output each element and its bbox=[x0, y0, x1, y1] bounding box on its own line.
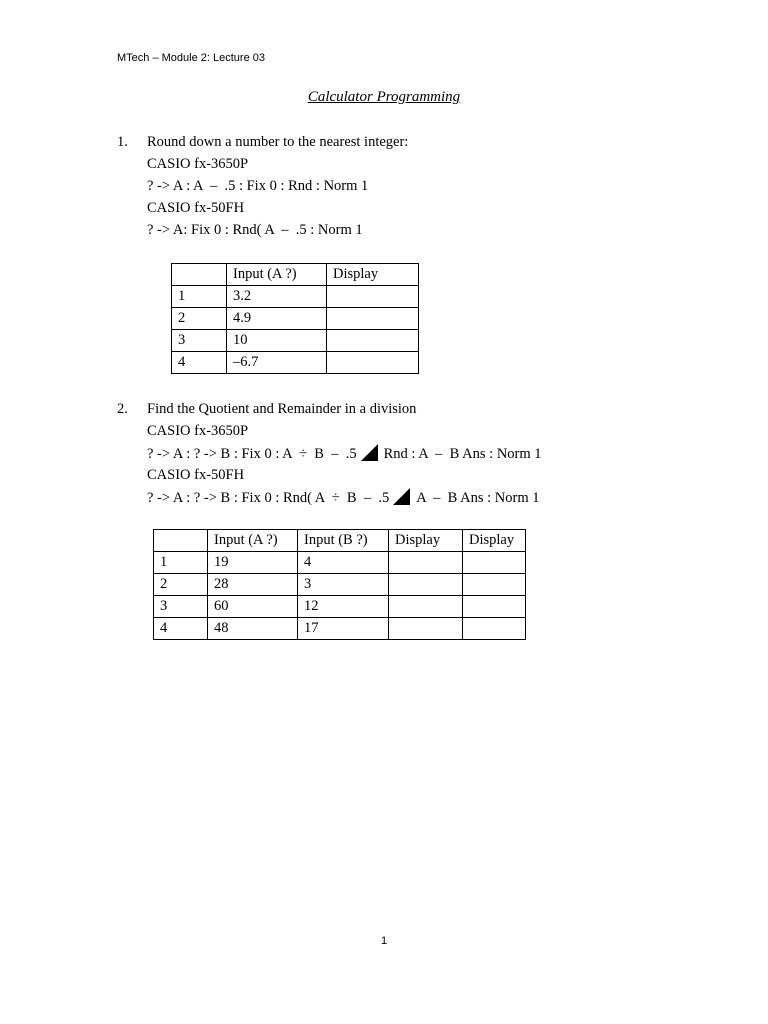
table-cell: 3 bbox=[172, 330, 227, 352]
table-row bbox=[172, 330, 419, 352]
table-header-cell: Input (A ?) bbox=[227, 264, 327, 286]
table-cell bbox=[327, 330, 419, 352]
table-header-cell: Input (A ?) bbox=[208, 530, 298, 552]
table-row bbox=[154, 552, 526, 574]
table-cell: 17 bbox=[298, 618, 389, 640]
code-segment: A – B Ans : Norm 1 bbox=[416, 490, 540, 506]
page-number: 1 bbox=[380, 935, 388, 947]
table-header-row bbox=[154, 530, 526, 552]
table-cell bbox=[389, 552, 463, 574]
section-2-model-2: CASIO fx-50FH bbox=[147, 467, 245, 483]
page-title: Calculator Programming bbox=[307, 89, 461, 105]
triangle-display-icon bbox=[361, 444, 378, 461]
code-segment: Rnd : A – B Ans : Norm 1 bbox=[383, 446, 542, 462]
table-row bbox=[154, 596, 526, 618]
table-row bbox=[172, 352, 419, 374]
table-row bbox=[154, 618, 526, 640]
table-header-cell: Display bbox=[327, 264, 419, 286]
table-cell: 28 bbox=[208, 574, 298, 596]
table-cell bbox=[389, 596, 463, 618]
running-header: MTech – Module 2: Lecture 03 bbox=[117, 52, 265, 64]
section-1-model-2: CASIO fx-50FH bbox=[147, 200, 245, 216]
table-row bbox=[172, 286, 419, 308]
table-header-row bbox=[172, 264, 419, 286]
table-cell: 1 bbox=[172, 286, 227, 308]
table-cell: 1 bbox=[154, 552, 208, 574]
code-segment: ? -> A : ? -> B : Fix 0 : A ÷ B – .5 bbox=[147, 446, 357, 462]
section-1-heading: Round down a number to the nearest integer: bbox=[147, 134, 409, 150]
code-segment: ? -> A : ? -> B : Fix 0 : Rnd( A ÷ B – .5 bbox=[147, 490, 390, 506]
table-header-cell: Display bbox=[463, 530, 526, 552]
section-1-model-1: CASIO fx-3650P bbox=[147, 156, 249, 172]
table-cell bbox=[327, 286, 419, 308]
table-cell bbox=[463, 596, 526, 618]
section-2-model-1: CASIO fx-3650P bbox=[147, 423, 249, 439]
table-cell bbox=[463, 552, 526, 574]
section-2-code-2 bbox=[147, 488, 540, 507]
table-row bbox=[172, 308, 419, 330]
table-cell: 2 bbox=[172, 308, 227, 330]
table-cell: 4 bbox=[172, 352, 227, 374]
table-header-cell bbox=[154, 530, 208, 552]
section-2-heading: Find the Quotient and Remainder in a division bbox=[147, 401, 417, 417]
triangle-display-icon bbox=[393, 488, 410, 505]
table-cell: 3 bbox=[298, 574, 389, 596]
table-cell: 60 bbox=[208, 596, 298, 618]
table-cell bbox=[389, 574, 463, 596]
table-cell: 4 bbox=[298, 552, 389, 574]
table-cell: 19 bbox=[208, 552, 298, 574]
table-cell bbox=[389, 618, 463, 640]
table-cell bbox=[463, 574, 526, 596]
table-cell bbox=[463, 618, 526, 640]
table-header-cell: Display bbox=[389, 530, 463, 552]
section-1-table bbox=[171, 263, 419, 374]
table-cell bbox=[327, 308, 419, 330]
section-2-code-1 bbox=[147, 444, 542, 463]
table-cell: 2 bbox=[154, 574, 208, 596]
section-1-number: 1. bbox=[117, 134, 128, 150]
table-cell: 3.2 bbox=[227, 286, 327, 308]
table-cell: 48 bbox=[208, 618, 298, 640]
table-row bbox=[154, 574, 526, 596]
section-1-code-2: ? -> A: Fix 0 : Rnd( A – .5 : Norm 1 bbox=[147, 222, 363, 238]
section-2-table bbox=[153, 529, 526, 640]
table-cell: –6.7 bbox=[227, 352, 327, 374]
table-cell: 12 bbox=[298, 596, 389, 618]
table-header-cell bbox=[172, 264, 227, 286]
table-cell bbox=[327, 352, 419, 374]
table-cell: 10 bbox=[227, 330, 327, 352]
table-header-cell: Input (B ?) bbox=[298, 530, 389, 552]
section-1-code-1: ? -> A : A – .5 : Fix 0 : Rnd : Norm 1 bbox=[147, 178, 369, 194]
table-cell: 4.9 bbox=[227, 308, 327, 330]
table-cell: 3 bbox=[154, 596, 208, 618]
section-2-number: 2. bbox=[117, 401, 128, 417]
table-cell: 4 bbox=[154, 618, 208, 640]
